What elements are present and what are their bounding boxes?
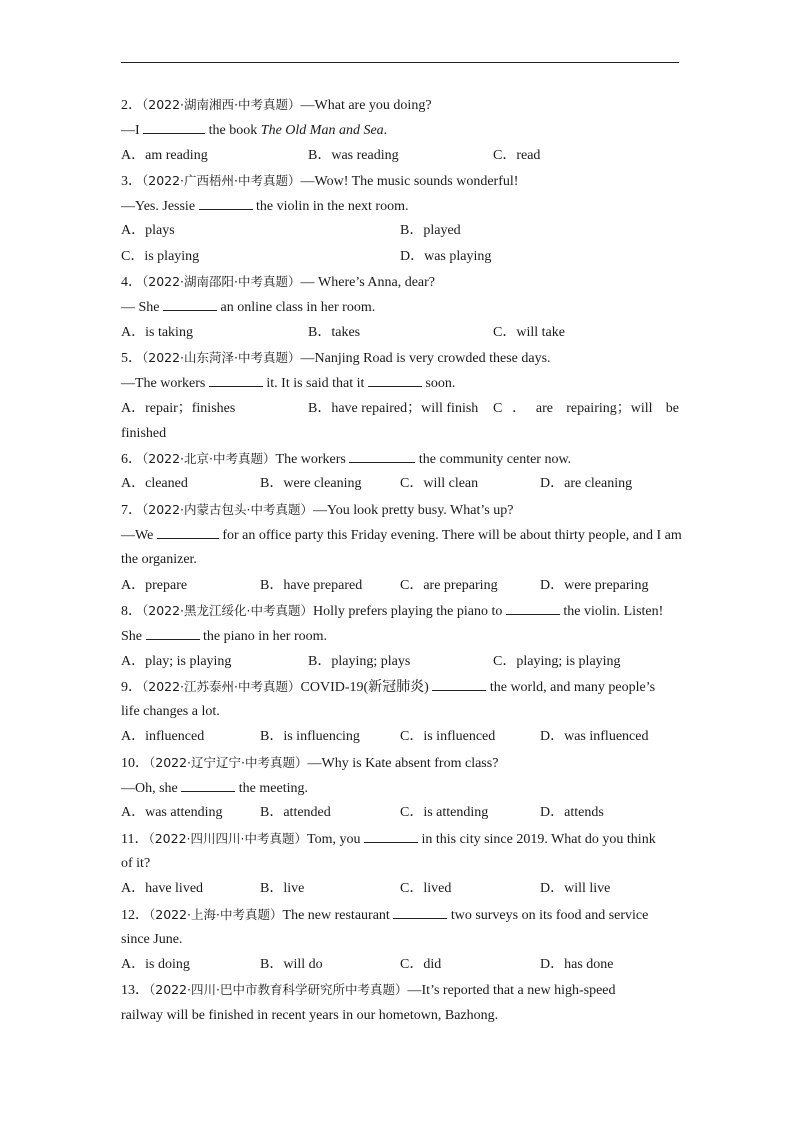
question-11-stem: 11．（2022·四川四川·中考真题）Tom, you in this city since 2019. What do you think [121, 826, 679, 851]
question-7-line: —We for an office party this Friday evening. There will be about thirty people, and I am [121, 522, 679, 547]
question-3-line: —Yes. Jessie the violin in the next room. [121, 193, 679, 218]
option-c: C．is playing [121, 248, 200, 264]
option-b: B．takes [308, 324, 361, 340]
question-source: （2022·广西梧州·中考真题） [142, 172, 301, 188]
option-c: C．are preparing [400, 577, 498, 593]
option-a: A．influenced [121, 729, 205, 745]
question-6-stem: 6．（2022·北京·中考真题）The workers the community center now. [121, 446, 679, 471]
answer-blank [209, 370, 263, 387]
question-11-line-wrap: of it? [121, 855, 151, 871]
question-7-options [121, 573, 679, 598]
question-source: （2022·内蒙古包头·中考真题） [142, 501, 314, 517]
question-3-stem: 3．（2022·广西梧州·中考真题）—Wow! The music sounds wonderful! [121, 172, 519, 189]
option-a: A．repair；finishes [121, 400, 236, 416]
option-b: B．played [400, 223, 461, 239]
question-7-stem: 7．（2022·内蒙古包头·中考真题）—You look pretty busy. What’s up? [121, 501, 514, 518]
question-source: （2022·四川四川·中考真题） [148, 830, 307, 846]
answer-blank [364, 826, 418, 843]
option-a: A．am reading [121, 147, 208, 163]
question-8-options [121, 649, 679, 674]
option-b: B．were cleaning [260, 476, 362, 492]
question-9-options [121, 724, 679, 749]
question-8-stem: 8．（2022·黑龙江绥化·中考真题）Holly prefers playing the piano to the violin. Listen! [121, 598, 679, 623]
question-4-stem: 4．（2022·湖南邵阳·中考真题）— Where’s Anna, dear? [121, 274, 436, 291]
question-5-options [121, 396, 679, 447]
option-b: B．was reading [308, 147, 399, 163]
option-a: A．have lived [121, 881, 204, 897]
option-b: B．have repaired；will finish [308, 400, 479, 416]
header-rule [121, 62, 679, 63]
question-9-stem: 9．（2022·江苏泰州·中考真题）COVID-19(新冠肺炎) the world, and many people’s [121, 674, 679, 699]
question-10-options [121, 800, 679, 825]
option-a: A．is taking [121, 324, 193, 340]
option-d: D．has done [540, 957, 614, 973]
question-12-line-wrap: since June. [121, 931, 183, 947]
option-c: C．did [400, 957, 442, 973]
answer-blank [349, 446, 415, 463]
question-list [121, 92, 682, 1028]
option-a: A．prepare [121, 577, 188, 593]
option-c: C．will take [493, 324, 565, 340]
question-source: （2022·上海·中考真题） [149, 906, 283, 922]
option-a: A．was attending [121, 805, 223, 821]
question-3-options-row2 [121, 244, 679, 269]
question-source: （2022·湖南邵阳·中考真题） [142, 274, 301, 290]
question-10-line: —Oh, she the meeting. [121, 775, 679, 800]
question-13-line-wrap: railway will be finished in recent years in our hometown, Bazhong. [121, 1007, 499, 1023]
answer-blank [368, 370, 422, 387]
answer-blank [432, 674, 486, 691]
question-11-options [121, 876, 679, 901]
question-2-line: —I the book The Old Man and Sea. [121, 117, 679, 142]
question-6-options [121, 471, 679, 496]
option-b: B．attended [260, 805, 331, 821]
question-4-line: — She an online class in her room. [121, 294, 679, 319]
question-source: （2022·湖南湘西·中考真题） [142, 97, 301, 112]
option-c: C．playing; is playing [493, 653, 621, 669]
answer-blank [393, 902, 447, 919]
option-c: C．is attending [400, 805, 489, 821]
question-2-options [121, 143, 679, 168]
question-12-stem: 12．（2022·上海·中考真题）The new restaurant two surveys on its food and service [121, 902, 679, 927]
question-source: （2022·北京·中考真题） [142, 451, 276, 467]
question-9-line-wrap: life changes a lot. [121, 704, 220, 720]
option-c: C．read [493, 147, 541, 163]
option-a: A．play; is playing [121, 653, 232, 669]
answer-blank [163, 294, 217, 311]
question-source: （2022·黑龙江绥化·中考真题） [142, 602, 314, 618]
question-7-line-wrap: the organizer. [121, 552, 197, 568]
option-d: D．are cleaning [540, 476, 633, 492]
answer-blank [143, 117, 205, 134]
option-b: B．playing; plays [308, 653, 411, 669]
question-3-options-row1 [121, 218, 679, 243]
option-c-wrap: finished [121, 425, 167, 441]
option-b: B．have prepared [260, 577, 363, 593]
option-d: D．was influenced [540, 729, 649, 745]
option-c: C．will clean [400, 476, 479, 492]
option-b: B．will do [260, 957, 323, 973]
question-8-line: She the piano in her room. [121, 623, 679, 648]
option-b: B．is influencing [260, 729, 360, 745]
question-2-stem: 2．（2022·湖南湘西·中考真题）—What are you doing? [121, 97, 432, 113]
answer-blank [199, 193, 253, 210]
option-c: C．lived [400, 881, 452, 897]
question-source: （2022·辽宁辽宁·中考真题） [149, 754, 308, 770]
option-b: B．live [260, 881, 305, 897]
option-d: D．will live [540, 881, 611, 897]
question-10-stem: 10．（2022·辽宁辽宁·中考真题）—Why is Kate absent from class? [121, 754, 499, 771]
option-a: A．plays [121, 223, 175, 239]
answer-blank [146, 623, 200, 640]
question-source: （2022·山东菏泽·中考真题） [142, 349, 301, 365]
question-source: （2022·四川·巴中市教育科学研究所中考真题） [149, 982, 408, 998]
option-d: D．attends [540, 805, 604, 821]
question-4-options [121, 320, 679, 345]
answer-blank [506, 598, 560, 615]
option-d: D．were preparing [540, 577, 649, 593]
option-a: A．cleaned [121, 476, 188, 492]
option-d: D．was playing [400, 248, 492, 264]
option-a: A．is doing [121, 957, 190, 973]
answer-blank [157, 522, 219, 539]
question-5-stem: 5．（2022·山东菏泽·中考真题）—Nanjing Road is very crowded these days. [121, 349, 551, 366]
option-c: C．are repairing；will be [493, 400, 679, 416]
option-c: C．is influenced [400, 729, 496, 745]
question-5-line: —The workers it. It is said that it soon. [121, 370, 679, 395]
answer-blank [181, 775, 235, 792]
question-12-options [121, 952, 679, 977]
question-source: （2022·江苏泰州·中考真题） [142, 678, 301, 694]
question-13-stem: 13．（2022·四川·巴中市教育科学研究所中考真题）—It’s reported that a new high-speed [121, 982, 616, 999]
